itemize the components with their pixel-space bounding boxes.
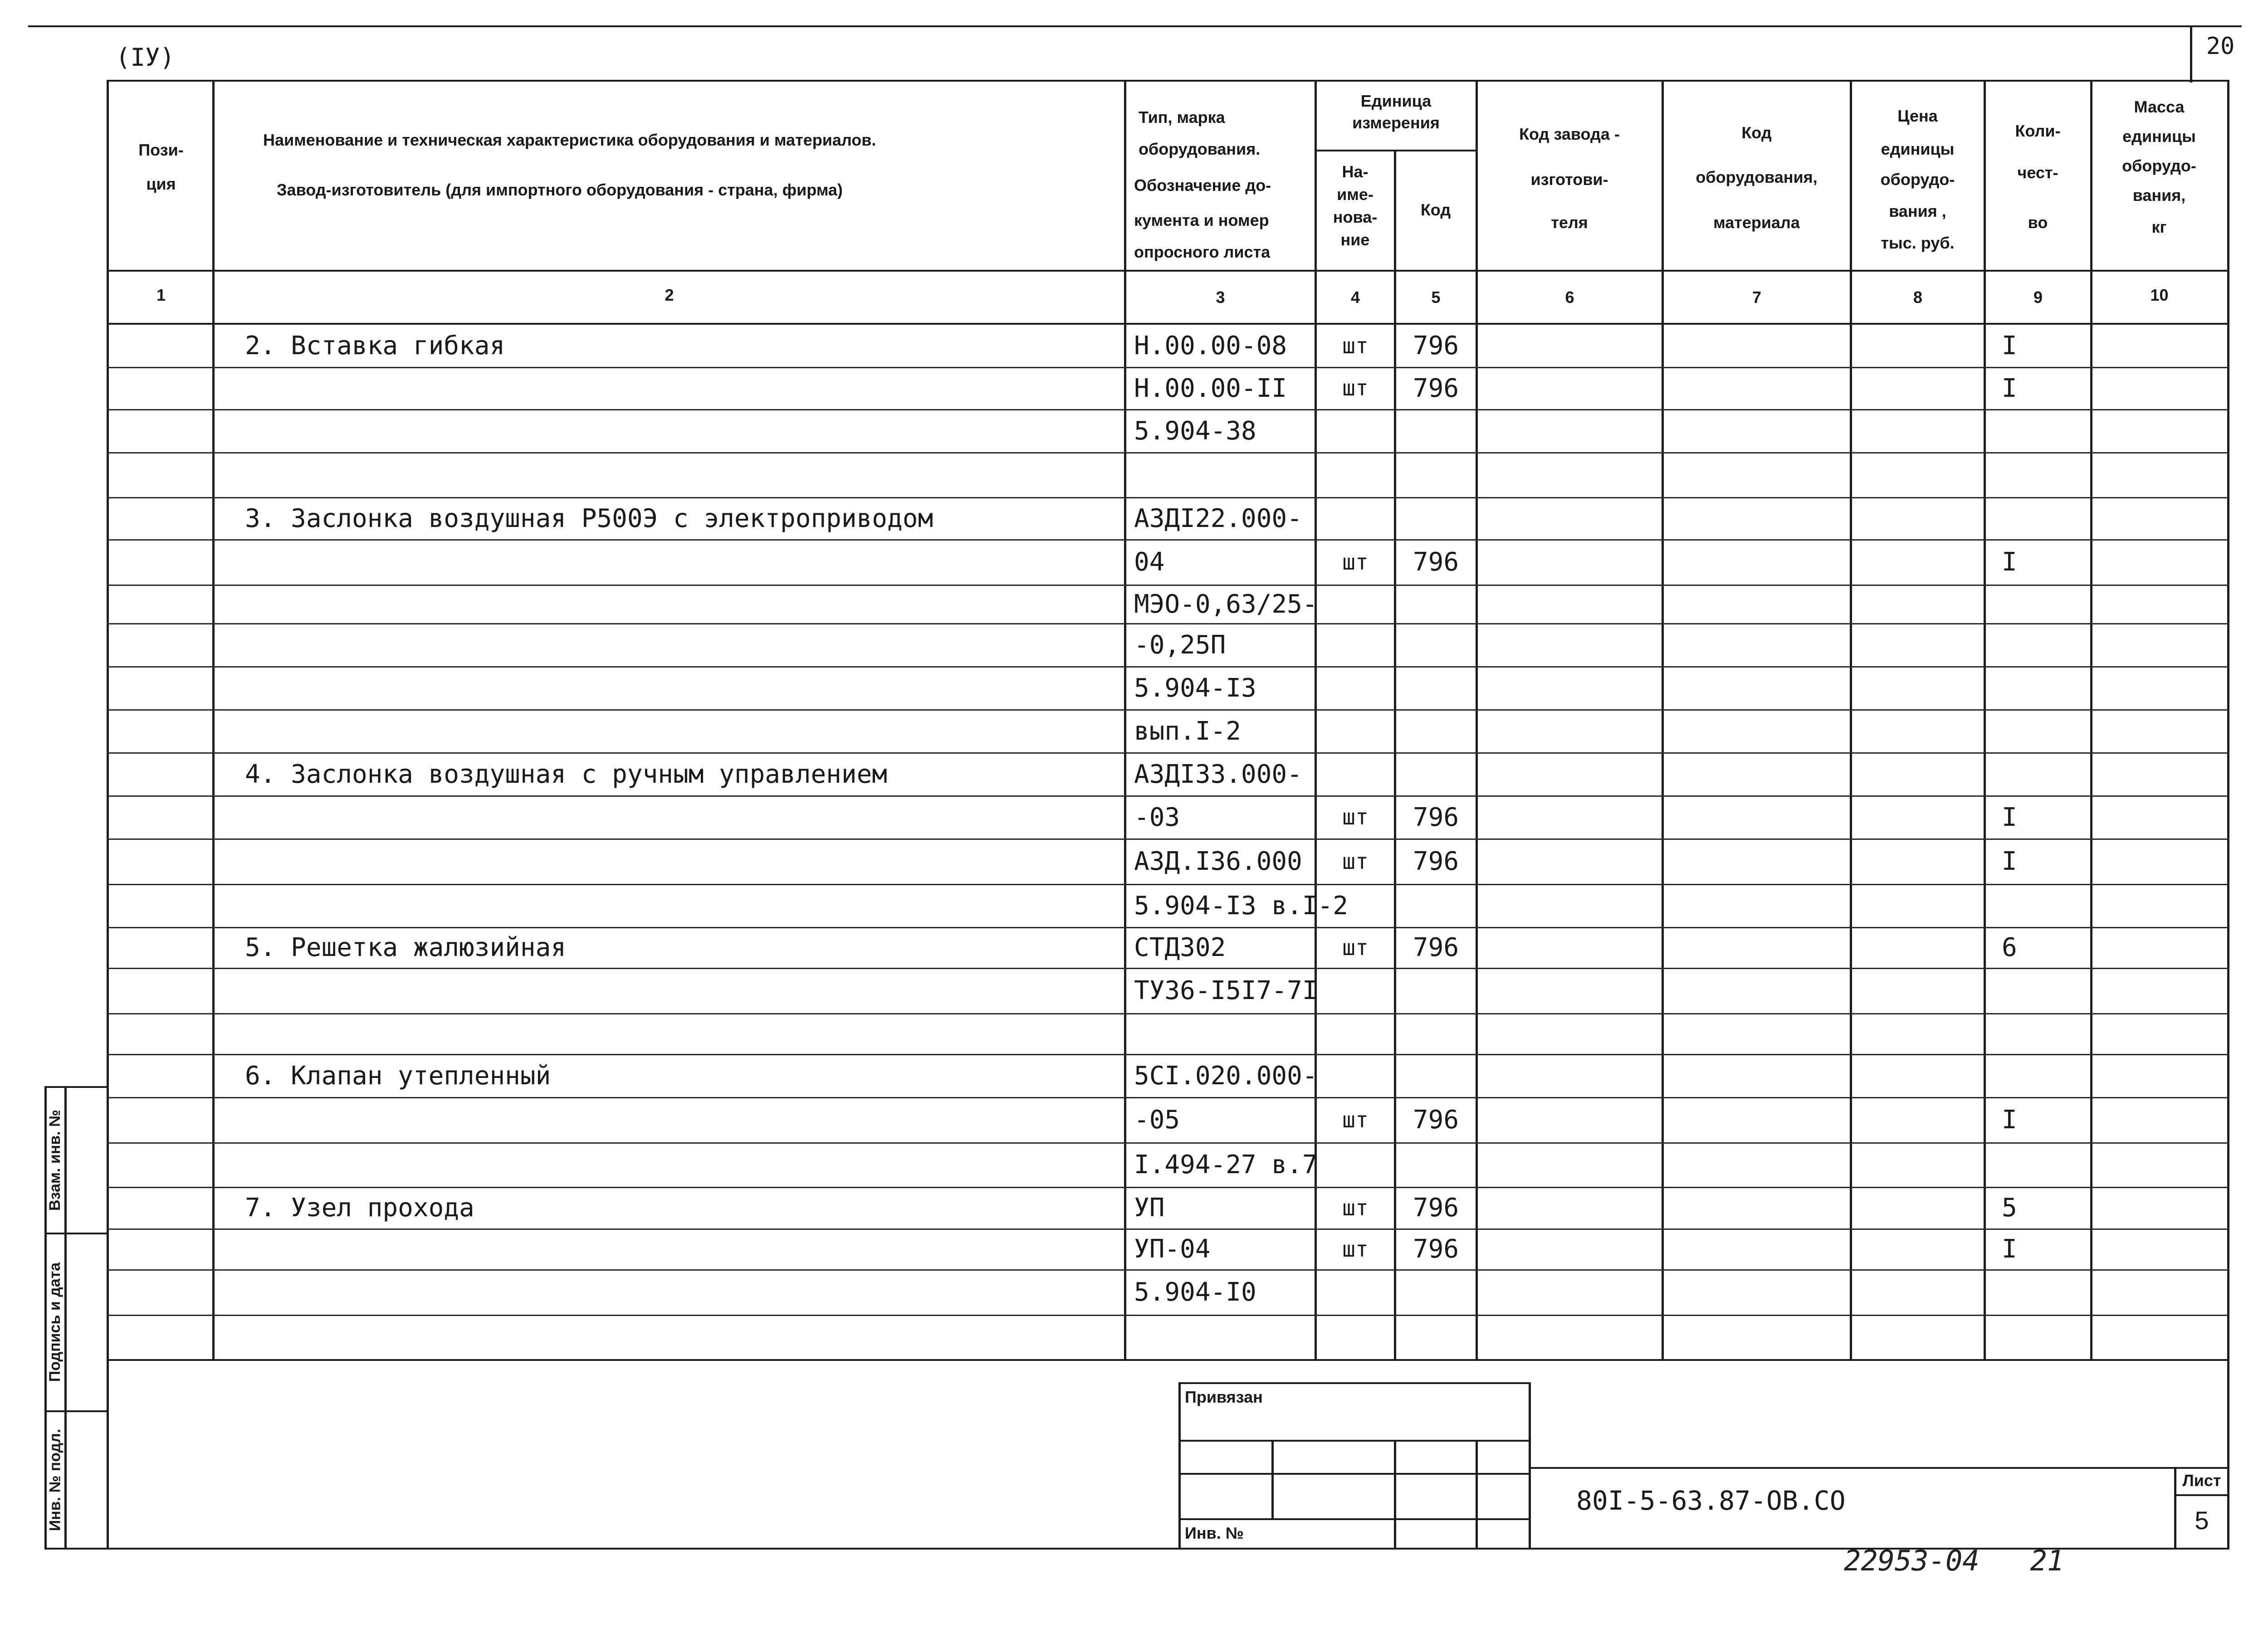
row-qty: I: [2002, 803, 2017, 832]
unit-group-line: [1315, 150, 1478, 151]
row-code: 796: [1413, 1234, 1459, 1264]
row-unit: шт: [1342, 333, 1369, 359]
row-doc: -03: [1134, 803, 1180, 832]
side-label-podpis-text: Подпись и дата: [46, 1262, 64, 1382]
section-label: (IУ): [116, 43, 175, 72]
code-block-top: [1530, 1467, 2229, 1469]
row-unit: шт: [1342, 849, 1369, 874]
row-unit: [1317, 585, 1394, 624]
row-code: 796: [1413, 1193, 1459, 1223]
row-name: [245, 540, 1116, 585]
row-name: [245, 1270, 1116, 1315]
row-code: [1396, 409, 1476, 453]
table-row: [0, 1054, 2268, 1097]
header-col1-line1: Пози-: [138, 141, 184, 159]
row-qty: [2002, 1270, 2056, 1315]
table-row: [0, 796, 2268, 839]
row-unit: [1317, 968, 1394, 1014]
row-unit: шт: [1342, 1237, 1369, 1262]
row-doc: 5СI.020.000-: [1134, 1061, 1318, 1091]
row-name: [245, 1097, 1116, 1143]
row-doc: АЗДI22.000-: [1134, 504, 1302, 533]
side-label-inv-text: Инв. № подл.: [46, 1428, 64, 1531]
row-doc: УП-04: [1134, 1234, 1211, 1264]
row-name: [245, 710, 1116, 753]
row-name: [245, 796, 1116, 839]
header-col9-line3: во: [2028, 213, 2048, 232]
row-unit: шт: [1342, 1107, 1369, 1133]
table-row: [0, 1014, 2268, 1054]
row-name: 6. Клапан утепленный: [245, 1061, 551, 1091]
row-unit: [1317, 1315, 1394, 1359]
table-row: [0, 667, 2268, 710]
row-doc: -0,25П: [1134, 630, 1226, 660]
row-code: [1396, 1014, 1476, 1054]
row-unit: [1317, 453, 1394, 497]
list-box-mid: [2174, 1494, 2229, 1496]
row-unit: шт: [1342, 804, 1369, 830]
row-qty: I: [2002, 847, 2017, 876]
row-name: 2. Вставка гибкая: [245, 331, 505, 361]
frame-top: [107, 80, 2229, 82]
table-row: [0, 968, 2268, 1014]
row-code: 796: [1413, 1105, 1459, 1135]
colnum-5: 5: [1431, 288, 1441, 307]
row-doc: МЭО-0,63/25-: [1134, 590, 1318, 619]
sheet-corner-number: 20: [2206, 33, 2235, 60]
row-doc: Н.00.00-II: [1134, 374, 1287, 403]
table-row: [0, 839, 2268, 884]
header-col2-line2: Завод-изготовитель (для импортного оборудования - страна, фирма): [277, 180, 843, 199]
header-col8-line3: оборудо-: [1880, 170, 1955, 189]
row-code: [1396, 667, 1476, 710]
table-row: [0, 753, 2268, 796]
row-name: [245, 884, 1116, 927]
header-col10-line1: Масса: [2134, 97, 2185, 116]
row-unit: [1317, 497, 1394, 540]
header-col8-line4: вания ,: [1889, 202, 1946, 220]
row-doc: СТД302: [1134, 933, 1226, 962]
colnum-3: 3: [1216, 288, 1225, 307]
row-code: 796: [1413, 547, 1459, 577]
row-code: [1396, 585, 1476, 624]
table-row: [0, 624, 2268, 667]
row-code: [1396, 497, 1476, 540]
header-col7-line2: оборудования,: [1696, 168, 1818, 186]
row-name: 3. Заслонка воздушная Р500Э с электроприводом: [245, 504, 934, 533]
header-col8-line5: тыс. руб.: [1881, 234, 1955, 252]
row-code: [1396, 1270, 1476, 1315]
table-row: [0, 367, 2268, 409]
table-row: [0, 1270, 2268, 1315]
colnum-8: 8: [1913, 288, 1923, 307]
header-col9-line2: чест-: [2017, 163, 2058, 182]
row-code: 796: [1413, 374, 1459, 403]
header-unit-line1: Единица: [1360, 92, 1432, 110]
header-col4-line4: ние: [1340, 230, 1370, 249]
header-col6-line2: изготови-: [1530, 170, 1608, 189]
row-doc: Н.00.00-08: [1134, 331, 1287, 361]
header-col4-line2: име-: [1337, 185, 1374, 204]
row-name: [245, 1229, 1116, 1270]
header-col8-line2: единицы: [1881, 140, 1955, 158]
row-doc: УП: [1134, 1193, 1165, 1223]
row-code: 796: [1413, 803, 1459, 832]
row-code: [1396, 1143, 1476, 1187]
row-name: [245, 409, 1116, 453]
row-unit: [1317, 884, 1394, 927]
table-row: [0, 927, 2268, 968]
colnum-2: 2: [665, 286, 674, 304]
row-doc: вып.I-2: [1134, 717, 1242, 746]
row-code: 796: [1413, 331, 1459, 361]
row-unit: шт: [1342, 935, 1369, 960]
row-qty: [2002, 1014, 2056, 1054]
privyazan-label: Привязан: [1185, 1388, 1263, 1406]
colnum-9: 9: [2033, 288, 2043, 307]
row-doc: ТУ36-I5I7-7I: [1134, 976, 1318, 1005]
row-qty: I: [2002, 547, 2017, 577]
row-code: 796: [1413, 933, 1459, 962]
row-qty: [2002, 1143, 2056, 1187]
top-border-line: [28, 25, 2242, 27]
row-code: [1396, 968, 1476, 1014]
header-col10-line5: кг: [2151, 218, 2167, 236]
table-row: [0, 585, 2268, 624]
header-col5: Код: [1420, 200, 1451, 219]
row-qty: I: [2002, 1234, 2017, 1264]
row-unit: [1317, 409, 1394, 453]
table-row: [0, 884, 2268, 927]
privyazan-right: [1529, 1382, 1531, 1549]
row-doc: АЗД.I36.000: [1134, 847, 1302, 876]
row-name: [245, 1315, 1116, 1359]
bottom-stamp-number: 22953-04 21: [1844, 1544, 2064, 1577]
row-unit: [1317, 624, 1394, 667]
row-qty: [2002, 884, 2056, 927]
side-label-vzam-text: Взам. инв. №: [46, 1109, 64, 1211]
row-qty: I: [2002, 331, 2017, 361]
privyazan-v2: [1394, 1440, 1396, 1549]
side-label-vzam: [45, 1087, 65, 1233]
header-col6-line3: теля: [1551, 213, 1588, 232]
row-qty: [2002, 1054, 2056, 1097]
row-unit: [1317, 1014, 1394, 1054]
row-qty: [2002, 1315, 2056, 1359]
row-name: [245, 1014, 1116, 1054]
header-col1-line2: ция: [146, 175, 176, 193]
table-row: [0, 1315, 2268, 1359]
row-code: [1396, 884, 1476, 927]
row-name: [245, 367, 1116, 409]
row-doc: I.494-27 в.7: [1134, 1150, 1318, 1180]
row-name: [245, 453, 1116, 497]
header-col4-line3: нова-: [1333, 208, 1378, 226]
header-col3-line3: Обозначение до-: [1134, 176, 1271, 195]
table-row: [0, 1143, 2268, 1187]
table-row: [0, 1097, 2268, 1143]
header-col10-line4: вания,: [2132, 186, 2186, 205]
row-code: [1396, 624, 1476, 667]
row-name: [245, 624, 1116, 667]
row-doc: 5.904-38: [1134, 416, 1256, 446]
row-code: [1396, 753, 1476, 796]
table-row: [0, 453, 2268, 497]
row-qty: [2002, 497, 2056, 540]
table-row: [0, 497, 2268, 540]
row-unit: [1317, 667, 1394, 710]
row-unit: [1317, 1054, 1394, 1097]
row-qty: [2002, 753, 2056, 796]
header-unit-line2: измерения: [1352, 113, 1440, 132]
row-qty: [2002, 409, 2056, 453]
table-row: [0, 1229, 2268, 1270]
colnum-10: 10: [2150, 286, 2169, 304]
row-name: 7. Узел прохода: [245, 1193, 474, 1223]
privyazan-left: [1178, 1382, 1181, 1549]
row-name: 4. Заслонка воздушная с ручным управлением: [245, 760, 888, 789]
table-row: [0, 1187, 2268, 1229]
header-col8-line1: Цена: [1897, 107, 1938, 125]
table-row: [0, 540, 2268, 585]
side-stamp-bottom-line: [44, 1548, 108, 1550]
header-col3-line4: кумента и номер: [1134, 211, 1269, 229]
row-name: [245, 667, 1116, 710]
row-unit: [1317, 1143, 1394, 1187]
colnum-1: 1: [156, 286, 166, 304]
row-code: [1396, 453, 1476, 497]
row-qty: [2002, 968, 2056, 1014]
row-code: 796: [1413, 847, 1459, 876]
header-col6-line1: Код завода -: [1519, 125, 1620, 143]
row-name: [245, 585, 1116, 624]
row-doc: 04: [1134, 547, 1165, 577]
row-code: [1396, 1054, 1476, 1097]
row-qty: [2002, 624, 2056, 667]
row-qty: [2002, 710, 2056, 753]
header-col3-line1: Тип, марка: [1139, 108, 1225, 127]
row-qty: I: [2002, 374, 2017, 403]
privyazan-v1: [1271, 1440, 1274, 1518]
table-row: [0, 325, 2268, 367]
corner-box-left: [2190, 25, 2192, 83]
row-doc: 5.904-I3 в.I-2: [1134, 891, 1349, 921]
row-code: [1396, 1315, 1476, 1359]
table-row: [0, 409, 2268, 453]
row-unit: [1317, 710, 1394, 753]
header-bottom-line: [107, 270, 2229, 272]
header-col3-line5: опросного листа: [1134, 243, 1271, 261]
header-col3-line2: оборудования.: [1139, 140, 1261, 158]
row-doc: -05: [1134, 1105, 1180, 1135]
row-code: [1396, 710, 1476, 753]
row-unit: шт: [1342, 1195, 1369, 1221]
row-qty: 5: [2002, 1193, 2017, 1223]
header-col4-line1: На-: [1342, 162, 1369, 181]
privyazan-v3: [1476, 1440, 1478, 1549]
list-number: 5: [2195, 1506, 2209, 1535]
row-qty: [2002, 453, 2056, 497]
table-bottom-line: [107, 1359, 2229, 1361]
header-col2-line1: Наименование и техническая характеристика оборудования и материалов.: [263, 131, 876, 149]
row-qty: I: [2002, 1105, 2017, 1135]
row-qty: [2002, 585, 2056, 624]
colnum-7: 7: [1752, 288, 1762, 307]
side-label-podpis: [45, 1234, 65, 1410]
header-col10-line3: оборудо-: [2122, 156, 2196, 175]
inv-no-label: Инв. №: [1185, 1524, 1244, 1542]
row-unit: [1317, 753, 1394, 796]
row-name: 5. Решетка жалюзийная: [245, 933, 567, 962]
row-unit: [1317, 1270, 1394, 1315]
side-label-inv: [45, 1412, 65, 1548]
row-unit: шт: [1342, 375, 1369, 401]
row-name: [245, 839, 1116, 884]
row-unit: шт: [1342, 550, 1369, 575]
header-col7-line1: Код: [1741, 123, 1772, 142]
row-name: [245, 968, 1116, 1014]
colnum-6: 6: [1565, 288, 1574, 307]
document-code: 80I-5-63.87-ОВ.СО: [1576, 1485, 1846, 1516]
table-row: [0, 710, 2268, 753]
colnum-4: 4: [1350, 288, 1360, 307]
row-name: [245, 1143, 1116, 1187]
row-doc: 5.904-I3: [1134, 673, 1256, 703]
row-doc: АЗДI33.000-: [1134, 760, 1302, 789]
row-qty: [2002, 667, 2056, 710]
row-qty: 6: [2002, 933, 2017, 962]
header-col9-line1: Коли-: [2015, 122, 2061, 140]
row-doc: 5.904-I0: [1134, 1277, 1256, 1307]
list-label: Лист: [2182, 1471, 2221, 1490]
header-col7-line3: материала: [1713, 213, 1800, 232]
header-col10-line2: единицы: [2122, 127, 2196, 146]
